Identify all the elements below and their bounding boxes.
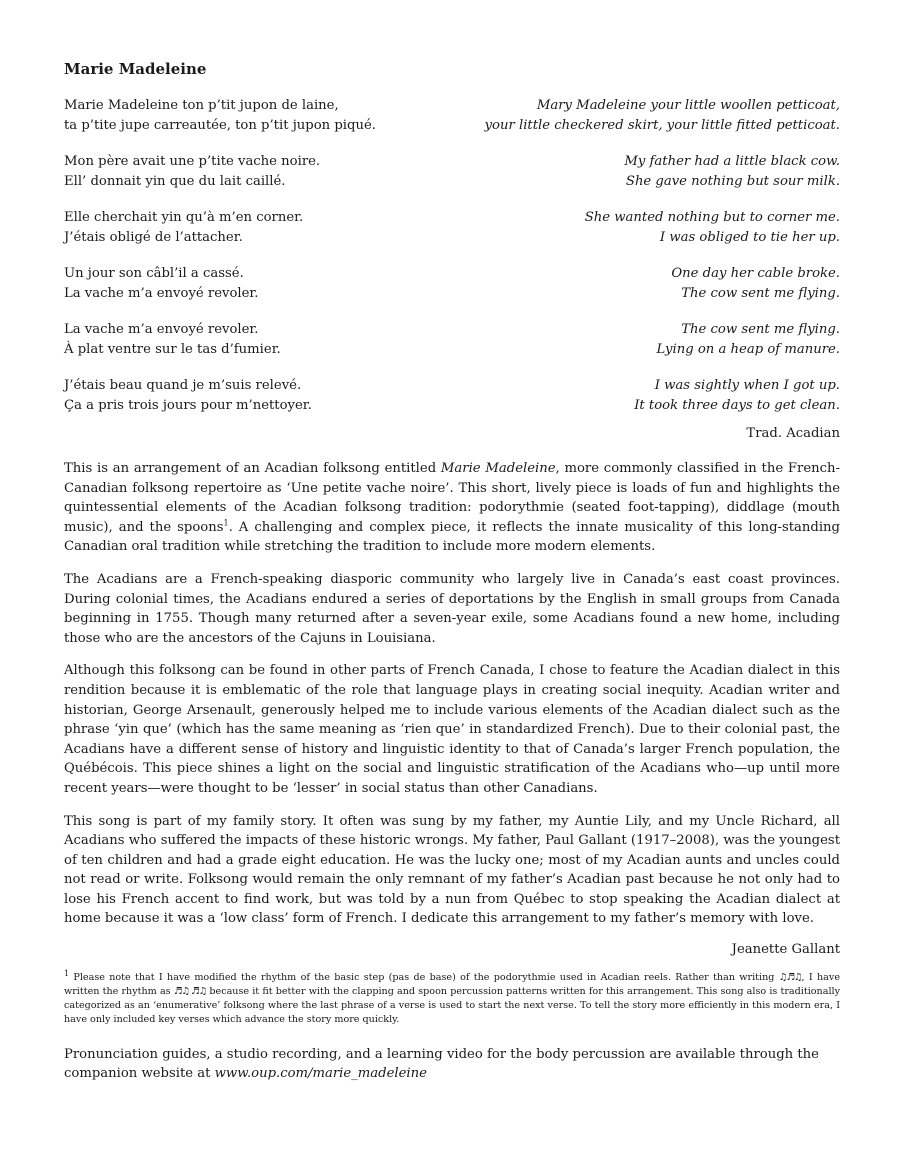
english-lyric-line: My father had a little black cow. xyxy=(624,154,840,169)
song-title: Marie Madeleine xyxy=(64,60,207,78)
french-lyrics xyxy=(64,96,376,136)
french-lyric-line: Ça a pris trois jours pour m’nettoyer. xyxy=(64,398,312,413)
intro-text-b: , more commonly classified in the French-Canadian folksong repertoire as ‘Une petite vache noire’. This short, lively piece is loads of fun and highlights the quintessential elements of the Acadian folksong tradition: podorythmie (seated foot-tapping), diddlage (mouth music), and the spoons xyxy=(64,461,840,535)
english-translation xyxy=(585,208,840,248)
english-translation xyxy=(657,320,840,360)
history-paragraph: The Acadians are a French-speaking diasporic community who largely live in Canada’s east coast provinces. During colonial times, the Acadians endured a series of deportations by the English in small groups from Canada beginning in 1755. Though many returned after a seven-year exile, some Acadians found a new home, including those who are the ancestors of the Cajuns in Louisiana. xyxy=(64,571,840,646)
document-page xyxy=(64,60,840,1083)
french-lyrics xyxy=(64,152,320,192)
footnote-mark: 1 xyxy=(64,968,70,978)
english-lyric-line: She gave nothing but sour milk. xyxy=(625,174,840,189)
stanza xyxy=(64,208,840,248)
french-lyric-line: Elle cherchait yin qu’à m’en corner. xyxy=(64,210,304,225)
dialect-paragraph: Although this folksong can be found in other parts of French Canada, I chose to feature the Acadian dialect in this rendition because it is emblematic of the role that language plays in creating social inequity. Acadian writer and historian, George Arsenault, generously helped me to include various elements of the Acadian dialect such as the phrase ‘yin que’ (which has the same meaning as ‘rien que’ in standardized French). Due to their colonial past, the Acadians have a different sense of history and linguistic identity to that of Canada’s larger French population, the Québécois. This piece shines a light on the social and linguistic stratification of the Acadians who—up until more recent years—were thought to be ‘lesser’ in social status than other Canadians. xyxy=(64,663,840,796)
french-lyric-line: Mon père avait une p’tite vache noire. xyxy=(64,154,321,169)
english-translation xyxy=(624,152,840,192)
stanza xyxy=(64,320,840,360)
companion-text: Pronunciation guides, a studio recording, and a learning video for the body percussion are available through the companion website at xyxy=(64,1047,819,1082)
footnote-reference: 1 xyxy=(223,518,229,528)
family-paragraph: This song is part of my family story. It often was sung by my father, my Auntie Lily, and my Uncle Richard, all Acadians who suffered the impacts of these historic wrongs. My father, Paul Gallant (1917–2008), was the youngest of ten children and had a grade eight education. He was the lucky one; most of my Acadian aunts and uncles could not read or write. Folksong would remain the only remnant of my father’s Acadian past because he not only had to lose his French accent to find work, but was told by a nun from Québec to stop speaking the Acadian dialect at home because it was a ‘low class’ form of French. I dedicate this arrangement to my father’s memory with love. xyxy=(64,813,840,927)
footnote-text-b: , I have written the rhythm as xyxy=(64,972,840,998)
stanza xyxy=(64,264,840,304)
english-lyric-line: One day her cable broke. xyxy=(671,266,840,281)
french-lyric-line: J’étais obligé de l’attacher. xyxy=(64,230,243,245)
footnote-text-a: Please note that I have modified the rhythm of the basic step (pas de base) of the podorythmie used in Acadian reels. Rather than writing xyxy=(69,972,779,984)
french-lyrics xyxy=(64,320,281,360)
english-lyric-line: Lying on a heap of manure. xyxy=(656,342,840,357)
companion-note xyxy=(64,1045,840,1083)
french-lyrics xyxy=(64,208,303,248)
stanza xyxy=(64,376,840,416)
french-lyric-line: La vache m’a envoyé revoler. xyxy=(64,322,259,337)
french-lyric-line: ta p’tite jupe carreautée, ton p’tit jupon piqué. xyxy=(64,118,376,133)
english-lyric-line: The cow sent me flying. xyxy=(681,322,840,337)
english-translation xyxy=(671,264,840,304)
french-lyrics xyxy=(64,376,312,416)
footnote-text-c: because it fit better with the clapping and spoon percussion patterns written for this arrangement. This song also is traditionally categorized as an ‘enumerative’ folksong where the last phrase of a verse is used to start the next verse. To tell the story more efficiently in this modern era, I have only included key verses which advance the story more quickly. xyxy=(64,986,841,1026)
french-lyric-line: À plat ventre sur le tas d’fumier. xyxy=(64,342,281,357)
english-translation xyxy=(634,376,840,416)
intro-song-title: Marie Madeleine xyxy=(440,461,556,476)
stanza xyxy=(64,96,840,136)
english-lyric-line: She wanted nothing but to corner me. xyxy=(584,210,840,225)
french-lyric-line: Marie Madeleine ton p’tit jupon de laine, xyxy=(64,98,339,113)
traditional-credit: Trad. Acadian xyxy=(746,426,840,441)
french-lyric-line: La vache m’a envoyé revoler. xyxy=(64,286,259,301)
french-lyric-line: Ell’ donnait yin que du lait caillé. xyxy=(64,174,286,189)
english-lyric-line: It took three days to get clean. xyxy=(634,398,840,413)
stanza xyxy=(64,152,840,192)
intro-text-c: . A challenging and complex piece, it reflects the innate musicality of this long-standing Canadian oral tradition while stretching the tradition to include more modern elements. xyxy=(64,519,840,555)
intro-text-a: This is an arrangement of an Acadian folksong entitled xyxy=(64,461,441,476)
english-lyric-line: I was sightly when I got up. xyxy=(654,378,840,393)
companion-website-link[interactable]: www.oup.com/marie_madeleine xyxy=(214,1066,427,1082)
english-translation xyxy=(485,96,840,136)
english-lyric-line: The cow sent me flying. xyxy=(681,286,840,301)
english-lyric-line: Mary Madeleine your little woollen petticoat, xyxy=(536,98,840,113)
french-lyric-line: Un jour son câbl’il a cassé. xyxy=(64,266,244,281)
french-lyrics xyxy=(64,264,258,304)
rhythm-notation-original-icon: ♫♬♫ xyxy=(778,972,802,984)
author-signature: Jeanette Gallant xyxy=(731,942,840,958)
intro-paragraph xyxy=(64,459,840,557)
french-lyric-line: J’étais beau quand je m’suis relevé. xyxy=(64,378,302,393)
english-lyric-line: your little checkered skirt, your little fitted petticoat. xyxy=(484,118,840,133)
english-lyric-line: I was obliged to tie her up. xyxy=(659,230,840,245)
rhythm-notation-modified-icon: ♬♫ ♬♫ xyxy=(173,986,207,998)
lyrics xyxy=(64,96,840,416)
footnote xyxy=(64,968,841,1027)
